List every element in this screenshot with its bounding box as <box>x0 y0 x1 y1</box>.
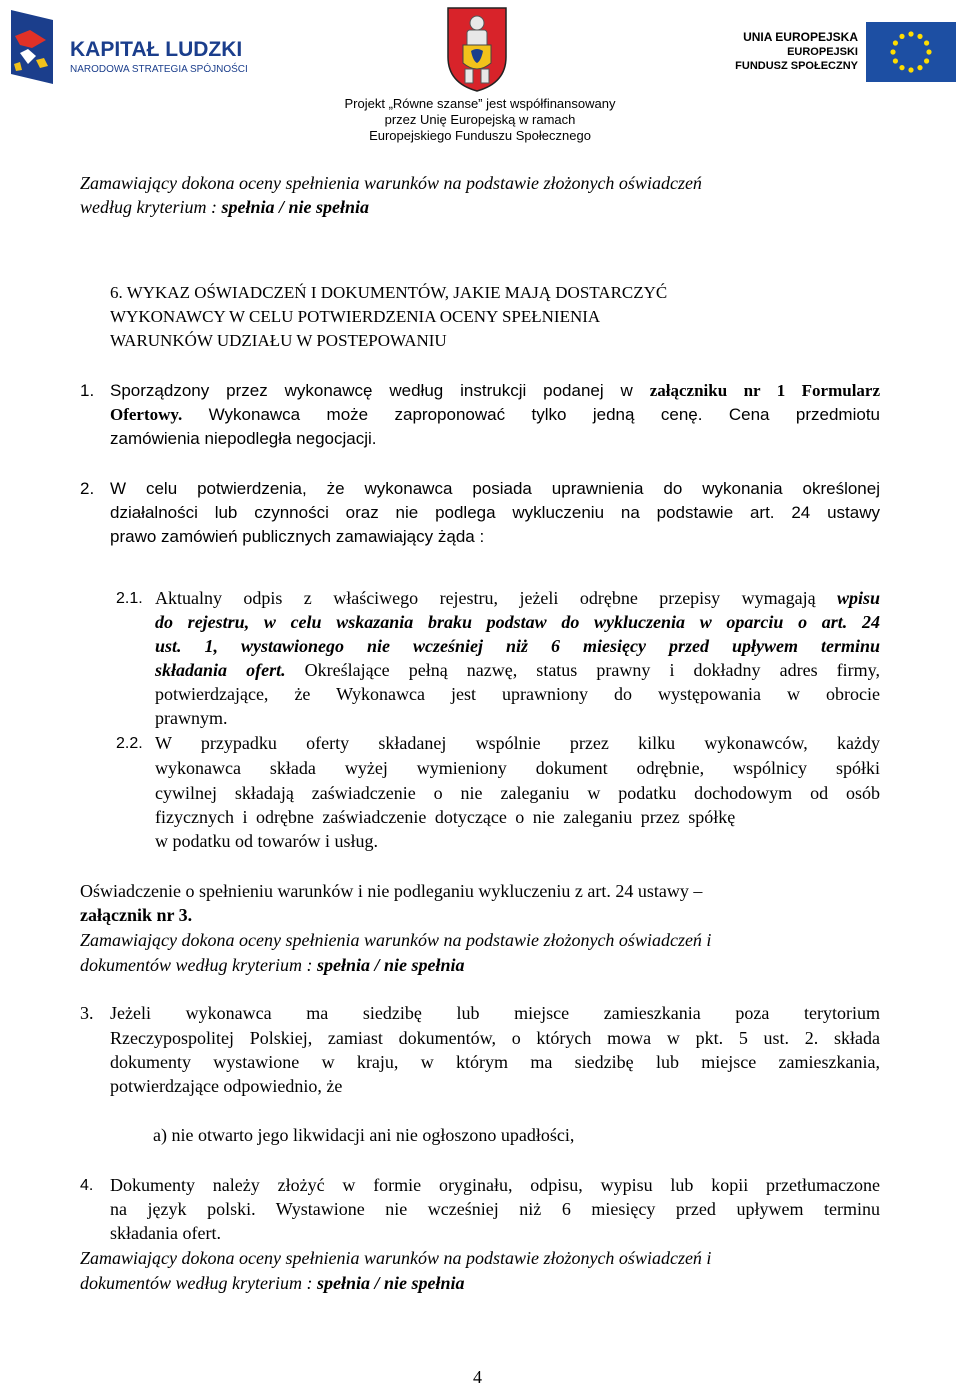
item1-line2 <box>110 404 880 426</box>
intro-criterion-label: według kryterium : <box>80 197 222 217</box>
kapital-ludzki-emblem-icon <box>6 8 58 86</box>
item21-number: 2.1. <box>116 590 143 607</box>
item21-line2: do rejestru, w celu wskazania braku podstaw do wykluczenia w oparciu o art. 24 <box>155 612 880 632</box>
item4-line2: na język polski. Wystawione nie wcześniej niż 6 miesięcy przed upływem terminu <box>110 1199 880 1219</box>
item1-line2-text: Wykonawca może zaproponować tylko jedną cenę. Cena przedmiotu <box>182 405 880 424</box>
item21-register-entry: wpisu <box>836 588 880 608</box>
item22-line2: wykonawca składa wyżej wymieniony dokument odrębnie, wspólnicy spółki <box>155 758 880 778</box>
item2-line1: W celu potwierdzenia, że wykonawca posiada uprawnienia do wykonania określonej <box>110 479 880 498</box>
project-note-line2: przez Unię Europejską w ramach <box>384 112 576 127</box>
item21-line1 <box>155 587 880 609</box>
kapital-ludzki-title: KAPITAŁ LUDZKI <box>70 38 243 61</box>
item4-line1: Dokumenty należy złożyć w formie oryginału, odpisu, wypisu lub kopii przetłumaczone <box>110 1175 880 1195</box>
item1-attachment-ref: załączniku nr 1 Formularz <box>649 381 881 400</box>
section6-heading-line2: WYKONAWCY W CELU POTWIERDZENIA OCENY SPEŁNIENIA <box>110 307 601 326</box>
item22-line4: fizycznych i odrębne zaświadczenie dotyczące o nie zaleganiu przez spółkę <box>155 807 736 827</box>
item21-line6: prawnym. <box>155 708 228 728</box>
item21-line4-text: Określające pełną nazwę, status prawny i dokładny adres firmy, <box>285 660 880 680</box>
eu-efs-logo <box>730 22 958 84</box>
kapital-ludzki-subtitle: NARODOWA STRATEGIA SPÓJNOŚCI <box>70 64 248 75</box>
item22-line1: W przypadku oferty składanej wspólnie przez kilku wykonawców, każdy <box>155 733 880 753</box>
project-note-line1: Projekt „Równe szanse” jest współfinansowany <box>344 96 616 111</box>
item3-line1: Jeżeli wykonawca ma siedzibę lub miejsce zamieszkania poza terytorium <box>110 1003 880 1023</box>
section6-heading-line1: 6. WYKAZ OŚWIADCZEŃ I DOKUMENTÓW, JAKIE MAJĄ DOSTARCZYĆ <box>110 283 668 302</box>
item3a-line: a) nie otwarto jego likwidacji ani nie ogłoszono upadłości, <box>153 1125 575 1145</box>
item21-line1-text: Aktualny odpis z właściwego rejestru, jeżeli odrębne przepisy wymagają <box>155 588 837 608</box>
item3-line4: potwierdzające odpowiednio, że <box>110 1076 343 1096</box>
page-number: 4 <box>473 1367 482 1387</box>
item1-form-name: Ofertowy. <box>110 405 183 424</box>
statement-line2: załącznik nr 3. <box>80 905 193 925</box>
statement-line1: Oświadczenie o spełnieniu warunków i nie podleganiu wykluczeniu z art. 24 ustawy – <box>80 881 703 901</box>
section6-heading-line3: WARUNKÓW UDZIAŁU W POSTEPOWANIU <box>110 331 447 350</box>
item2-line2: działalności lub czynności oraz nie podlega wykluczeniu na podstawie art. 24 ustawy <box>110 503 880 522</box>
assess3-line2 <box>80 1272 464 1294</box>
item22-number: 2.2. <box>116 735 143 752</box>
assess2-line1: Zamawiający dokona oceny spełnienia warunków na podstawie złożonych oświadczeń i <box>80 930 712 950</box>
item21-deadline-text: składania ofert. <box>155 660 286 680</box>
item4-number: 4. <box>80 1177 94 1194</box>
item1-line3: zamówienia niepodległa negocjacji. <box>110 429 377 448</box>
item4-line3: składania ofert. <box>110 1223 221 1243</box>
assess3-line1: Zamawiający dokona oceny spełnienia warunków na podstawie złożonych oświadczeń i <box>80 1248 712 1268</box>
item3-line3: dokumenty wystawione w kraju, w którym ma siedzibę lub miejsce zamieszkania, <box>110 1052 880 1072</box>
item21-line4 <box>155 659 880 681</box>
item3-line2: Rzeczypospolitej Polskiej, zamiast dokumentów, o których mowa w pkt. 5 ust. 2. składa <box>110 1028 880 1048</box>
eu-line3: FUNDUSZ SPOŁECZNY <box>735 60 858 72</box>
intro-line1: Zamawiający dokona oceny spełnienia warunków na podstawie złożonych oświadczeń <box>80 173 702 193</box>
project-note-line3: Europejskiego Funduszu Społecznego <box>369 128 591 143</box>
assess3-criterion-value: spełnia / nie spełnia <box>316 1273 465 1293</box>
item22-line3: cywilnej składają zaświadczenie o nie zaleganiu w podatku dochodowym od osób <box>155 783 880 803</box>
item1-line1 <box>110 380 880 402</box>
assess3-criterion-label: dokumentów według kryterium : <box>80 1273 317 1293</box>
assess2-line2 <box>80 954 464 976</box>
item1-line1-text: Sporządzony przez wykonawcę według instrukcji podanej w <box>110 381 650 400</box>
assess2-criterion-label: dokumentów według kryterium : <box>80 955 317 975</box>
item1-number: 1. <box>80 381 95 400</box>
eu-line2: EUROPEJSKI <box>787 46 858 58</box>
item2-number: 2. <box>80 479 95 498</box>
eu-line1: UNIA EUROPEJSKA <box>743 30 858 44</box>
item3-number: 3. <box>80 1003 94 1023</box>
item21-line5: potwierdzające, że Wykonawca jest uprawniony do występowania w obrocie <box>155 684 880 704</box>
item2-line3: prawo zamówień publicznych zamawiający żąda : <box>110 527 485 546</box>
intro-line2 <box>80 196 369 218</box>
eu-flag-icon <box>866 22 956 82</box>
assess2-criterion-value: spełnia / nie spełnia <box>316 955 465 975</box>
intro-criterion-value: spełnia / nie spełnia <box>221 197 369 217</box>
coat-of-arms-icon <box>445 5 509 93</box>
item22-line5: w podatku od towarów i usług. <box>155 831 378 851</box>
kapital-ludzki-logo <box>6 8 246 88</box>
item21-line3: ust. 1, wystawionego nie wcześniej niż 6 miesięcy przed upływem terminu <box>155 636 880 656</box>
